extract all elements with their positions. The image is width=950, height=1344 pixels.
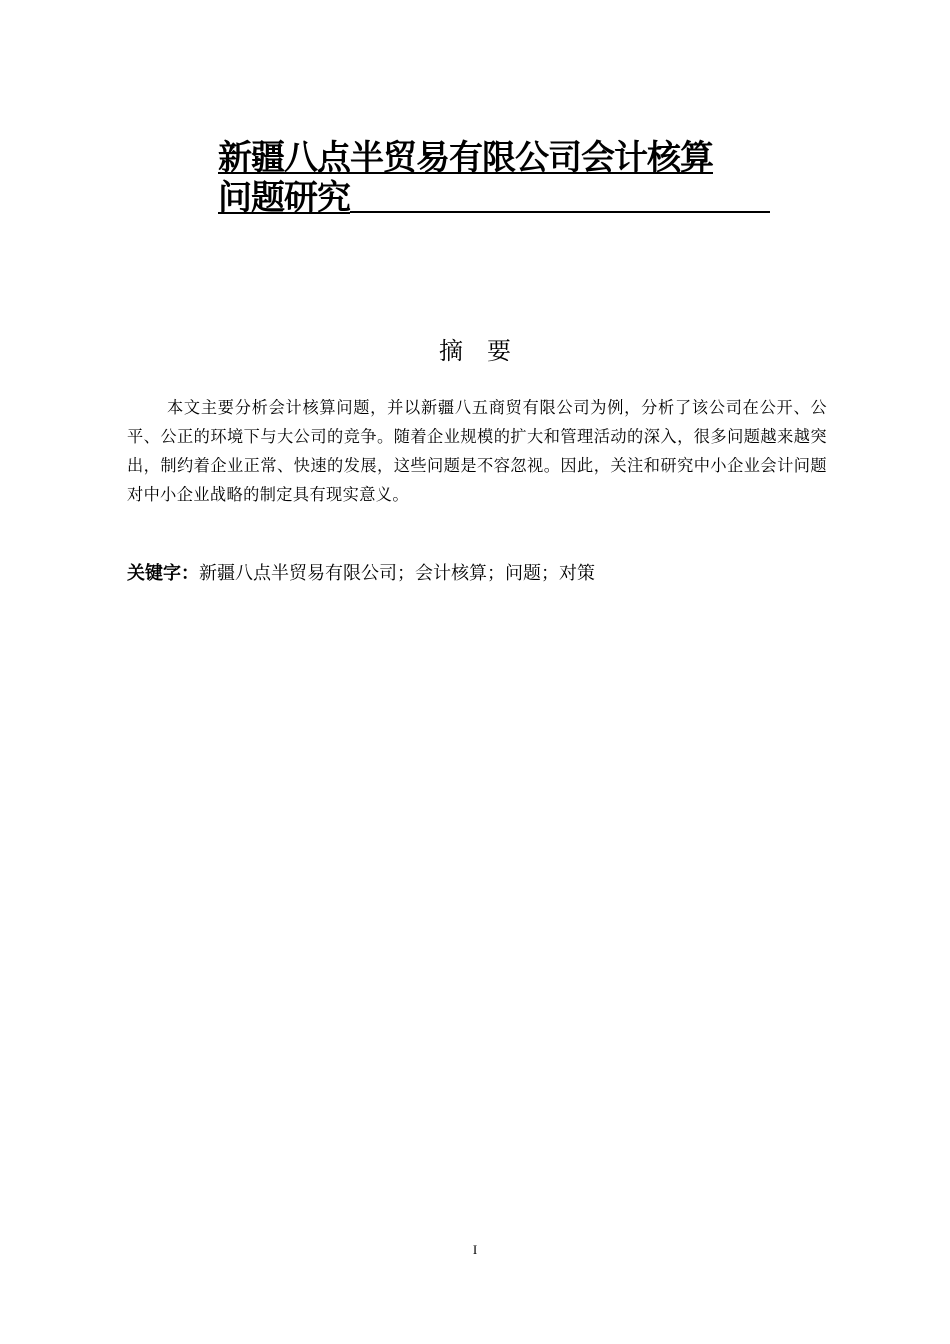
abstract-heading: 摘要 (439, 337, 535, 365)
keywords-label: 关键字： (127, 563, 199, 584)
keywords (127, 560, 847, 588)
abstract-body: 本文主要分析会计核算问题，并以新疆八五商贸有限公司为例，分析了该公司在公开、公平、公正的环境下与大公司的竞争。随着企业规模的扩大和管理活动的深入，很多问题越来越突出，制约着企业正常、快速的发展，这些问题是不容忽视。因此，关注和研究中小企业会计问题对中小企业战略的制定具有现实意义。 (127, 398, 827, 504)
document-title (218, 138, 778, 218)
page-number: I (472, 1242, 478, 1257)
keywords-text: 新疆八点半贸易有限公司；会计核算；问题；对策 (199, 563, 595, 584)
title-underline-fill (350, 211, 770, 213)
title-line-1: 新疆八点半贸易有限公司会计核算 (218, 138, 713, 178)
title-line-2 (218, 178, 770, 218)
title-line-2-text: 问题研究 (218, 178, 350, 218)
